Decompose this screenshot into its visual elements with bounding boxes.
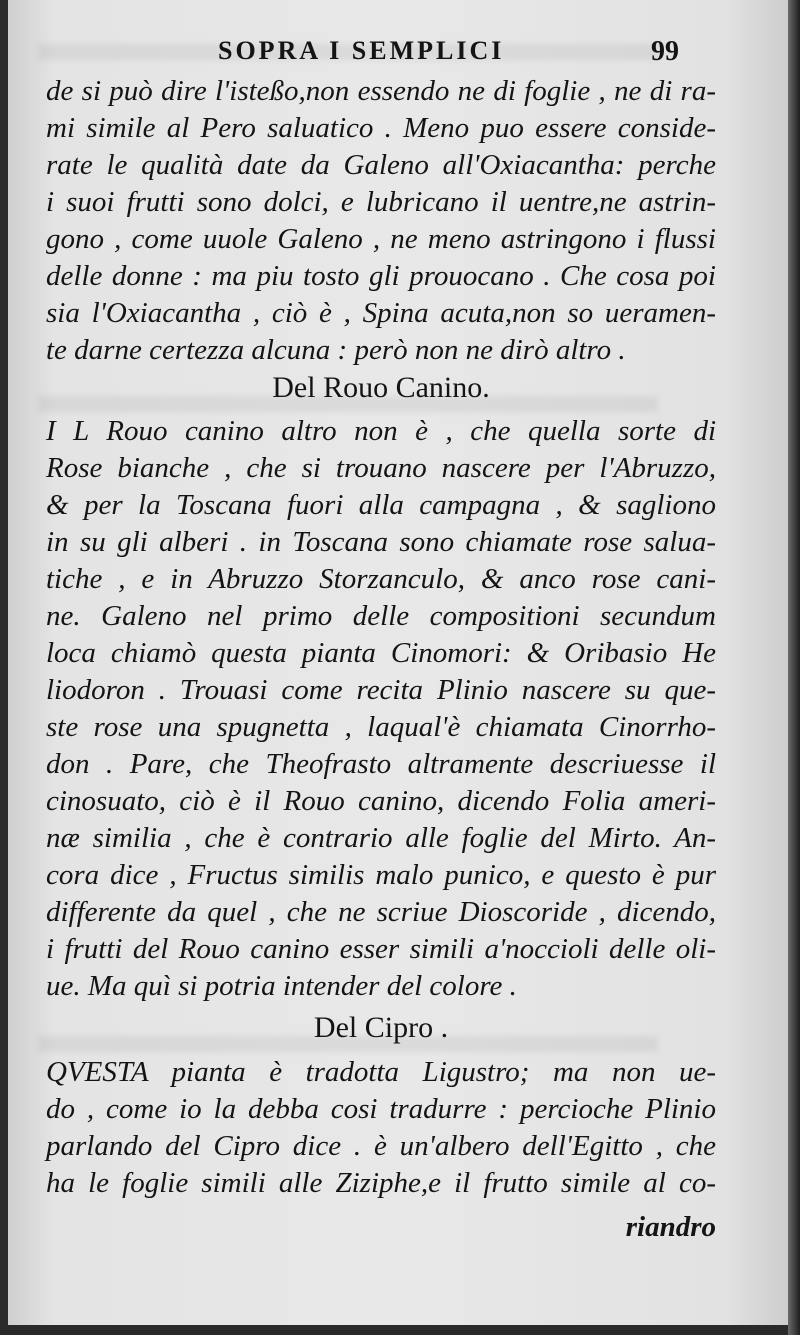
text-line: Rose bianche , che si trouano nascere per l'Abruzzo, [46,452,716,484]
text-line: ste rose una spugnetta , laqual'è chiamata Cinorrho- [46,711,716,743]
text-line: ha le foglie simili alle Ziziphe,e il frutto simile al co- [46,1167,716,1199]
text-line: te darne certezza alcuna : però non ne dirò altro . [46,334,626,366]
text-line: sia l'Oxiacantha , ciò è , Spina acuta,non so ueramen- [46,297,716,329]
text-line: cinosuato, ciò è il Rouo canino, dicendo Folia ameri- [46,785,716,817]
text-line: mi simile al Pero saluatico . Meno puo essere conside- [46,112,716,144]
text-line: & per la Toscana fuori alla campagna , & sagliono [46,489,716,521]
running-head: SOPRA I SEMPLICI [218,36,505,65]
catchword: riandro [625,1211,716,1243]
section-heading: Del Rouo Canino. [272,371,490,404]
text-line: don . Pare, che Theofrasto altramente descriuesse il [46,748,716,780]
text-line: loca chiamò questa pianta Cinomori: & Oribasio He [46,637,716,669]
scan-edge-shadow [788,0,800,1335]
text-line: liodoron . Trouasi come recita Plinio nascere su que- [46,674,716,706]
section-heading: Del Cipro . [313,1011,449,1044]
book-page [8,0,788,1325]
text-line: de si può dire l'isteßo,non essendo ne di foglie , ne di ra- [46,75,716,107]
text-line: i frutti del Rouo canino esser simili a'noccioli delle oli- [46,933,716,965]
text-line: næ similia , che è contrario alle foglie del Mirto. An- [46,822,716,854]
text-line: do , come io la debba cosi tradurre : percioche Plinio [46,1093,716,1125]
text-line: ne. Galeno nel primo delle compositioni secundum [46,600,716,632]
text-line: tiche , e in Abruzzo Storzanculo, & anco rose cani- [46,563,716,595]
text-line: in su gli alberi . in Toscana sono chiamate rose salua- [46,526,716,558]
text-line: QVESTA pianta è tradotta Ligustro; ma non ue- [46,1056,716,1088]
text-line: rate le qualità date da Galeno all'Oxiacantha: perche [46,149,716,181]
text-line: gono , come uuole Galeno , ne meno astringono i flussi [46,223,716,255]
text-line: ue. Ma quì si potria intender del colore . [46,970,517,1002]
text-line: delle donne : ma piu tosto gli prouocano . Che cosa poi [46,260,716,292]
text-line: differente da quel , che ne scriue Dioscoride , dicendo, [46,896,716,928]
text-line: i suoi frutti sono dolci, e lubricano il uentre,ne astrin- [46,186,716,218]
text-line: parlando del Cipro dice . è un'albero dell'Egitto , che [46,1130,716,1162]
text-line: cora dice , Fructus similis malo punico, e questo è pur [46,859,716,891]
text-line: I L Rouo canino altro non è , che quella sorte di [46,415,716,447]
page-number: 99 [651,36,679,67]
